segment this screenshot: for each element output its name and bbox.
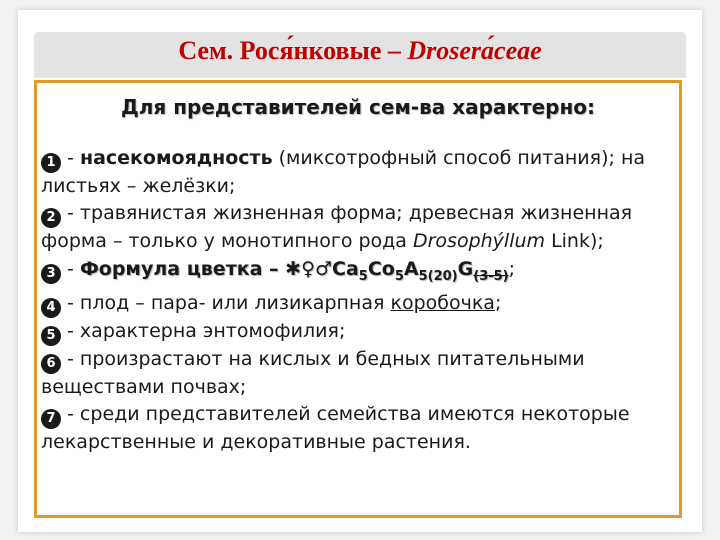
- title-russian: Сем. Рося́нковые –: [178, 36, 408, 65]
- list-item: 6 - произрастают на кислых и бедных питательными веществами почвах;: [41, 348, 585, 399]
- number-badge-icon: 7: [41, 409, 61, 429]
- list-item: 5 - характерна энтомофилия;: [41, 318, 677, 346]
- underlined-term: коробочка: [390, 292, 495, 315]
- number-badge-icon: 6: [41, 354, 61, 374]
- feature-list: [41, 145, 677, 457]
- list-item: 4 - плод – пара- или лизикарпная коробочка;: [41, 290, 677, 318]
- list-item: 2 - травянистая жизненная форма; древесная жизненная форма – только у монотипного рода Drosophýllum Link);: [41, 202, 633, 253]
- list-item: 1 - насекомоядность (миксотрофный способ питания); на листьях – желёзки;: [41, 147, 646, 197]
- number-badge-icon: 5: [41, 326, 61, 346]
- number-badge-icon: 1: [41, 153, 61, 173]
- slide-title: [178, 36, 541, 66]
- genus-name: Drosophýllum: [412, 230, 546, 253]
- title-bar: [34, 32, 686, 78]
- flower-symbol-icon: ✱♀♂: [285, 257, 333, 280]
- flower-formula: Формула цветка – $✱♀♂Ca_5Co_5A_{5(20)}G_{(3-5)}$: [79, 257, 509, 284]
- number-badge-icon: 2: [41, 208, 61, 228]
- subheading: Для представителей сем-ва характерно:: [120, 95, 596, 119]
- number-badge-icon: 3: [41, 264, 61, 284]
- number-badge-icon: 4: [41, 298, 61, 318]
- list-item: 3 - Формула цветка – $✱♀♂Ca_5Co_5A_{5(20)}G_{(3-5)}$;: [41, 256, 677, 290]
- content-box: [34, 80, 682, 518]
- keyword: насекомоядность: [79, 147, 273, 169]
- title-latin: Droserа́ceae: [407, 36, 542, 65]
- list-item: 7 - среди представителей семейства имеются некоторые лекарственные и декоративные растения.: [41, 403, 630, 454]
